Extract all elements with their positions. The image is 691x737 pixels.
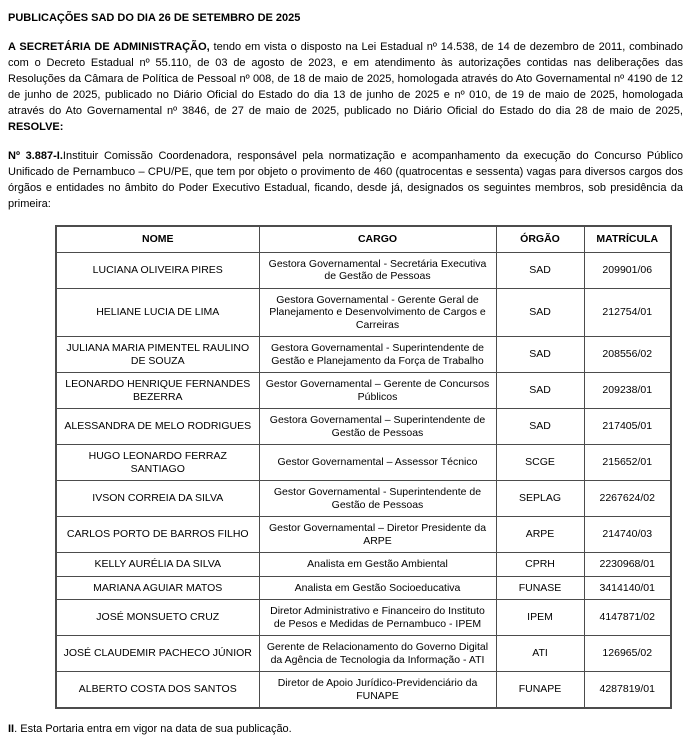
cell-nome: HUGO LEONARDO FERRAZ SANTIAGO: [56, 445, 259, 481]
cell-cargo: Gestor Governamental - Superintendente de Gestão de Pessoas: [259, 481, 496, 517]
cell-cargo: Gestora Governamental – Superintendente de Gestão de Pessoas: [259, 409, 496, 445]
cell-matricula: 209238/01: [584, 373, 671, 409]
cell-nome: IVSON CORREIA DA SILVA: [56, 481, 259, 517]
table-row: [56, 288, 671, 337]
cell-orgao: SAD: [496, 373, 584, 409]
table-row: [56, 337, 671, 373]
cell-nome: ALESSANDRA DE MELO RODRIGUES: [56, 409, 259, 445]
table-row: [56, 517, 671, 553]
intro-resolve-text: RESOLVE:: [8, 121, 64, 133]
cell-orgao: FUNASE: [496, 576, 584, 600]
cell-matricula: 217405/01: [584, 409, 671, 445]
item-lead-text: Nº 3.887-I.: [8, 150, 63, 162]
column-header-matricula: MATRÍCULA: [584, 226, 671, 252]
table-row: [56, 409, 671, 445]
cell-orgao: SAD: [496, 409, 584, 445]
cell-orgao: IPEM: [496, 600, 584, 636]
table-row: [56, 553, 671, 577]
cell-nome: JOSÉ MONSUETO CRUZ: [56, 600, 259, 636]
cell-cargo: Gestor Governamental – Assessor Técnico: [259, 445, 496, 481]
cell-cargo: Gestora Governamental - Gerente Geral de Planejamento e Desenvolvimento de Cargos e Carreiras: [259, 288, 496, 337]
members-table: [55, 225, 672, 709]
table-row: [56, 672, 671, 709]
page-title: PUBLICAÇÕES SAD DO DIA 26 DE SETEMBRO DE 2025: [8, 12, 301, 24]
intro-paragraph: [8, 39, 683, 135]
cell-cargo: Gestora Governamental - Superintendente de Gestão e Planejamento da Força de Trabalho: [259, 337, 496, 373]
cell-orgao: ARPE: [496, 517, 584, 553]
table-row: [56, 252, 671, 288]
cell-matricula: 209901/06: [584, 252, 671, 288]
cell-matricula: 2230968/01: [584, 553, 671, 577]
cell-nome: CARLOS PORTO DE BARROS FILHO: [56, 517, 259, 553]
cell-orgao: SAD: [496, 288, 584, 337]
cell-nome: ALBERTO COSTA DOS SANTOS: [56, 672, 259, 709]
cell-matricula: 212754/01: [584, 288, 671, 337]
item-body-text: Instituir Comissão Coordenadora, responsável pela normatização e acompanhamento da execução do Concurso Público Unificado de Pernambuco – CPU/PE, que tem por objeto o provimento de 460 (quatrocentas e sessenta) vagas para diversos cargos dos órgãos e entidades no âmbito do Poder Executivo Estadual, ficando, desde já, designados os seguintes membros, sob presidência da primeira:: [8, 150, 684, 210]
cell-nome: KELLY AURÉLIA DA SILVA: [56, 553, 259, 577]
cell-matricula: 2267624/02: [584, 481, 671, 517]
column-header-nome: NOME: [56, 226, 259, 252]
table-row: [56, 481, 671, 517]
cell-matricula: 4287819/01: [584, 672, 671, 709]
cell-cargo: Diretor Administrativo e Financeiro do Instituto de Pesos e Medidas de Pernambuco - IPEM: [259, 600, 496, 636]
cell-cargo: Gerente de Relacionamento do Governo Digital da Agência de Tecnologia da Informação - ATI: [259, 636, 496, 672]
table-row: [56, 445, 671, 481]
cell-nome: JULIANA MARIA PIMENTEL RAULINO DE SOUZA: [56, 337, 259, 373]
cell-matricula: 208556/02: [584, 337, 671, 373]
table-row: [56, 600, 671, 636]
intro-lead-text: A SECRETÁRIA DE ADMINISTRAÇÃO,: [8, 41, 210, 53]
cell-cargo: Diretor de Apoio Jurídico-Previdenciário da FUNAPE: [259, 672, 496, 709]
cell-matricula: 4147871/02: [584, 600, 671, 636]
cell-orgao: SCGE: [496, 445, 584, 481]
table-row: [56, 373, 671, 409]
cell-cargo: Gestora Governamental - Secretária Executiva de Gestão de Pessoas: [259, 252, 496, 288]
column-header-cargo: CARGO: [259, 226, 496, 252]
cell-cargo: Gestor Governamental – Gerente de Concursos Públicos: [259, 373, 496, 409]
cell-nome: HELIANE LUCIA DE LIMA: [56, 288, 259, 337]
cell-cargo: Analista em Gestão Socioeducativa: [259, 576, 496, 600]
cell-orgao: SAD: [496, 252, 584, 288]
table-row: [56, 576, 671, 600]
table-body: [56, 252, 671, 708]
cell-matricula: 215652/01: [584, 445, 671, 481]
table-row: [56, 636, 671, 672]
cell-nome: MARIANA AGUIAR MATOS: [56, 576, 259, 600]
closing-body-text: . Esta Portaria entra em vigor na data de sua publicação.: [14, 723, 292, 735]
cell-orgao: ATI: [496, 636, 584, 672]
table-header-row: [56, 226, 671, 252]
cell-orgao: CPRH: [496, 553, 584, 577]
cell-orgao: SAD: [496, 337, 584, 373]
cell-matricula: 126965/02: [584, 636, 671, 672]
closing-lead-text: II: [8, 723, 15, 735]
cell-nome: LUCIANA OLIVEIRA PIRES: [56, 252, 259, 288]
cell-nome: LEONARDO HENRIQUE FERNANDES BEZERRA: [56, 373, 259, 409]
column-header-orgao: ÓRGÃO: [496, 226, 584, 252]
cell-matricula: 3414140/01: [584, 576, 671, 600]
closing-paragraph: [8, 721, 683, 737]
intro-body-text: tendo em vista o disposto na Lei Estadual nº 14.538, de 14 de dezembro de 2011, combinado com o Decreto Estadual nº 55.110, de 03 de agosto de 2023, e em atendimento às autorizações contidas nas deliberações das Resoluções da Câmara de Política de Pessoal nº 008, de 18 de maio de 2025, homologada através do Ato Governamental nº 4190 de 12 de junho de 2025, publicado no Diário Oficial do Estado do dia 13 de junho de 2025 e nº 010, de 19 de maio de 2025, homologada através do Ato Governamental nº 3846, de 27 de maio de 2025, publicado no Diário Oficial do Estado do dia 28 de maio de 2025,: [8, 41, 683, 117]
cell-cargo: Gestor Governamental – Diretor Presidente da ARPE: [259, 517, 496, 553]
cell-orgao: FUNAPE: [496, 672, 584, 709]
cell-nome: JOSÉ CLAUDEMIR PACHECO JÚNIOR: [56, 636, 259, 672]
cell-orgao: SEPLAG: [496, 481, 584, 517]
cell-cargo: Analista em Gestão Ambiental: [259, 553, 496, 577]
item-paragraph: [8, 148, 683, 212]
cell-matricula: 214740/03: [584, 517, 671, 553]
